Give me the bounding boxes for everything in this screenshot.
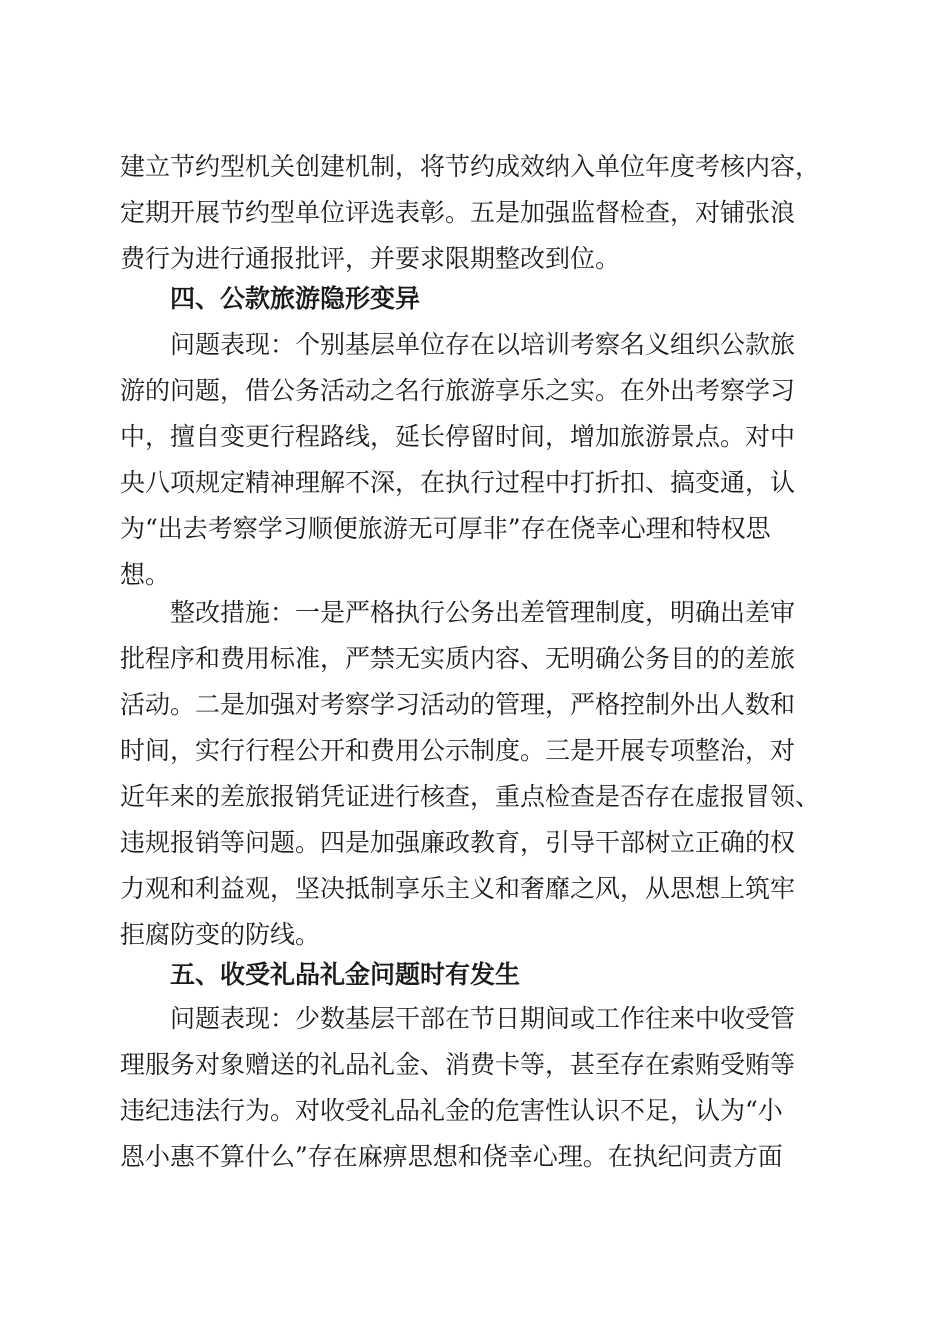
paragraph-line: 问题表现：个别基层单位存在以培训考察名义组织公款旅 bbox=[170, 330, 796, 359]
paragraph-line: 违纪违法行为。对收受礼品礼金的危害性认识不足，认为“小 bbox=[120, 1096, 783, 1125]
paragraph-line: 违规报销等问题。四是加强廉政教育，引导干部树立正确的权 bbox=[120, 828, 796, 857]
paragraph-line: 游的问题，借公务活动之名行旅游享乐之实。在外出考察学习 bbox=[120, 376, 796, 405]
paragraph-line: 时间，实行行程公开和费用公示制度。三是开展专项整治，对 bbox=[120, 736, 796, 765]
paragraph-line: 恩小惠不算什么”存在麻痹思想和侥幸心理。在执纪问责方面 bbox=[120, 1142, 783, 1171]
section-heading-5: 五、收受礼品礼金问题时有发生 bbox=[170, 960, 521, 989]
paragraph-line: 整改措施：一是严格执行公务出差管理制度，明确出差审 bbox=[170, 598, 796, 627]
paragraph-line: 建立节约型机关创建机制，将节约成效纳入单位年度考核内容， bbox=[120, 152, 821, 181]
paragraph-line: 为“出去考察学习顺便旅游无可厚非”存在侥幸心理和特权思 bbox=[120, 514, 771, 543]
section-heading-4: 四、公款旅游隐形变异 bbox=[170, 284, 421, 313]
paragraph-line: 批程序和费用标准，严禁无实质内容、无明确公务目的的差旅 bbox=[120, 644, 796, 673]
paragraph-line: 问题表现：少数基层干部在节日期间或工作往来中收受管 bbox=[170, 1004, 796, 1033]
paragraph-line: 中，擅自变更行程路线，延长停留时间，增加旅游景点。对中 bbox=[120, 422, 796, 451]
paragraph-line: 费行为进行通报批评，并要求限期整改到位。 bbox=[120, 244, 621, 273]
paragraph-line: 拒腐防变的防线。 bbox=[120, 920, 321, 949]
paragraph-line: 近年来的差旅报销凭证进行核查，重点检查是否存在虚报冒领、 bbox=[120, 782, 821, 811]
paragraph-line: 理服务对象赠送的礼品礼金、消费卡等，甚至存在索贿受贿等 bbox=[120, 1050, 796, 1079]
paragraph-line: 央八项规定精神理解不深，在执行过程中打折扣、搞变通，认 bbox=[120, 468, 796, 497]
paragraph-line: 定期开展节约型单位评选表彰。五是加强监督检查，对铺张浪 bbox=[120, 198, 796, 227]
paragraph-line: 活动。二是加强对考察学习活动的管理，严格控制外出人数和 bbox=[120, 690, 796, 719]
paragraph-line: 想。 bbox=[120, 560, 171, 589]
paragraph-line: 力观和利益观，坚决抵制享乐主义和奢靡之风，从思想上筑牢 bbox=[120, 874, 796, 903]
